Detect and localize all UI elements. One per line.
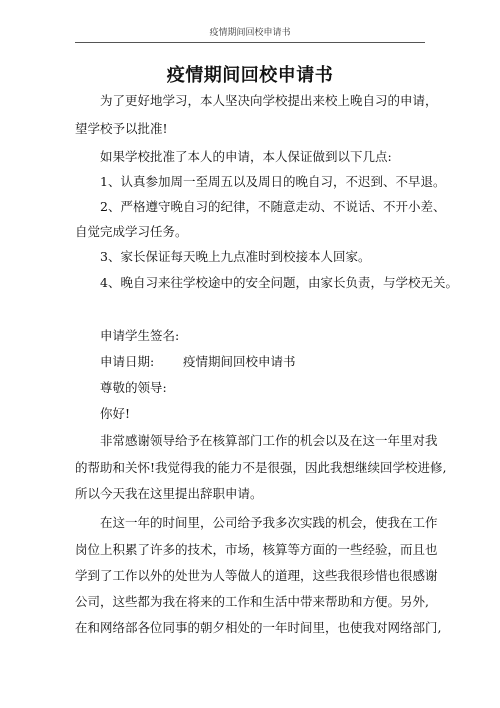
paragraph-thanks-cont-1: 的帮助和关怀!我觉得我的能力不是很强，因此我想继续回学校进修, xyxy=(75,460,447,475)
page-header: 疫情期间回校申请书 xyxy=(75,24,425,43)
pledge-item-3: 3、家长保证每天晚上九点准时到校接本人回家。 xyxy=(100,249,371,264)
pledge-item-2-cont: 自觉完成学习任务。 xyxy=(75,224,188,239)
paragraph-experience-cont-2: 学到了工作以外的处世为人等做人的道理，这些我很珍惜也很感谢 xyxy=(75,568,438,583)
paragraph-experience-cont-1: 岗位上积累了许多的技术，市场，核算等方面的一些经验，而且也 xyxy=(75,542,438,557)
paragraph-experience: 在这一年的时间里，公司给予我多次实践的机会，使我在工作 xyxy=(100,515,438,530)
document-title: 疫情期间回校申请书 xyxy=(166,65,334,86)
pledge-item-1: 1、认真参加周一至周五以及周日的晚自习，不迟到、不早退。 xyxy=(100,174,446,189)
paragraph-experience-cont-4: 在和网络部各位同事的朝夕相处的一年时间里，也使我对网络部门, xyxy=(75,620,442,635)
date-label: 申请日期: xyxy=(100,354,155,369)
pledge-item-2: 2、严格遵守晚自习的纪律，不随意走动、不说话、不开小差、 xyxy=(100,199,446,214)
paragraph-intro-cont: 望学校予以批准! xyxy=(75,121,168,136)
pledge-item-4: 4、晚自习来往学校途中的安全问题，由家长负责，与学校无关。 xyxy=(100,275,458,290)
paragraph-pledge: 如果学校批准了本人的申请，本人保证做到以下几点: xyxy=(100,149,392,164)
paragraph-intro: 为了更好地学习，本人坚决向学校提出来校上晚自习的申请， xyxy=(100,93,438,108)
signature-label: 申请学生签名: xyxy=(100,328,180,343)
paragraph-thanks-cont-2: 所以今天我在这里提出辞职申请。 xyxy=(75,486,263,501)
salutation: 尊敬的领导: xyxy=(100,380,167,395)
greeting: 你好! xyxy=(100,406,131,421)
date-value: 疫情期间回校申请书 xyxy=(183,354,296,369)
paragraph-experience-cont-3: 公司，这些都为我在将来的工作和生活中带来帮助和方便。另外, xyxy=(75,594,429,609)
paragraph-thanks: 非常感谢领导给予在核算部门工作的机会以及在这一年里对我 xyxy=(100,433,438,448)
